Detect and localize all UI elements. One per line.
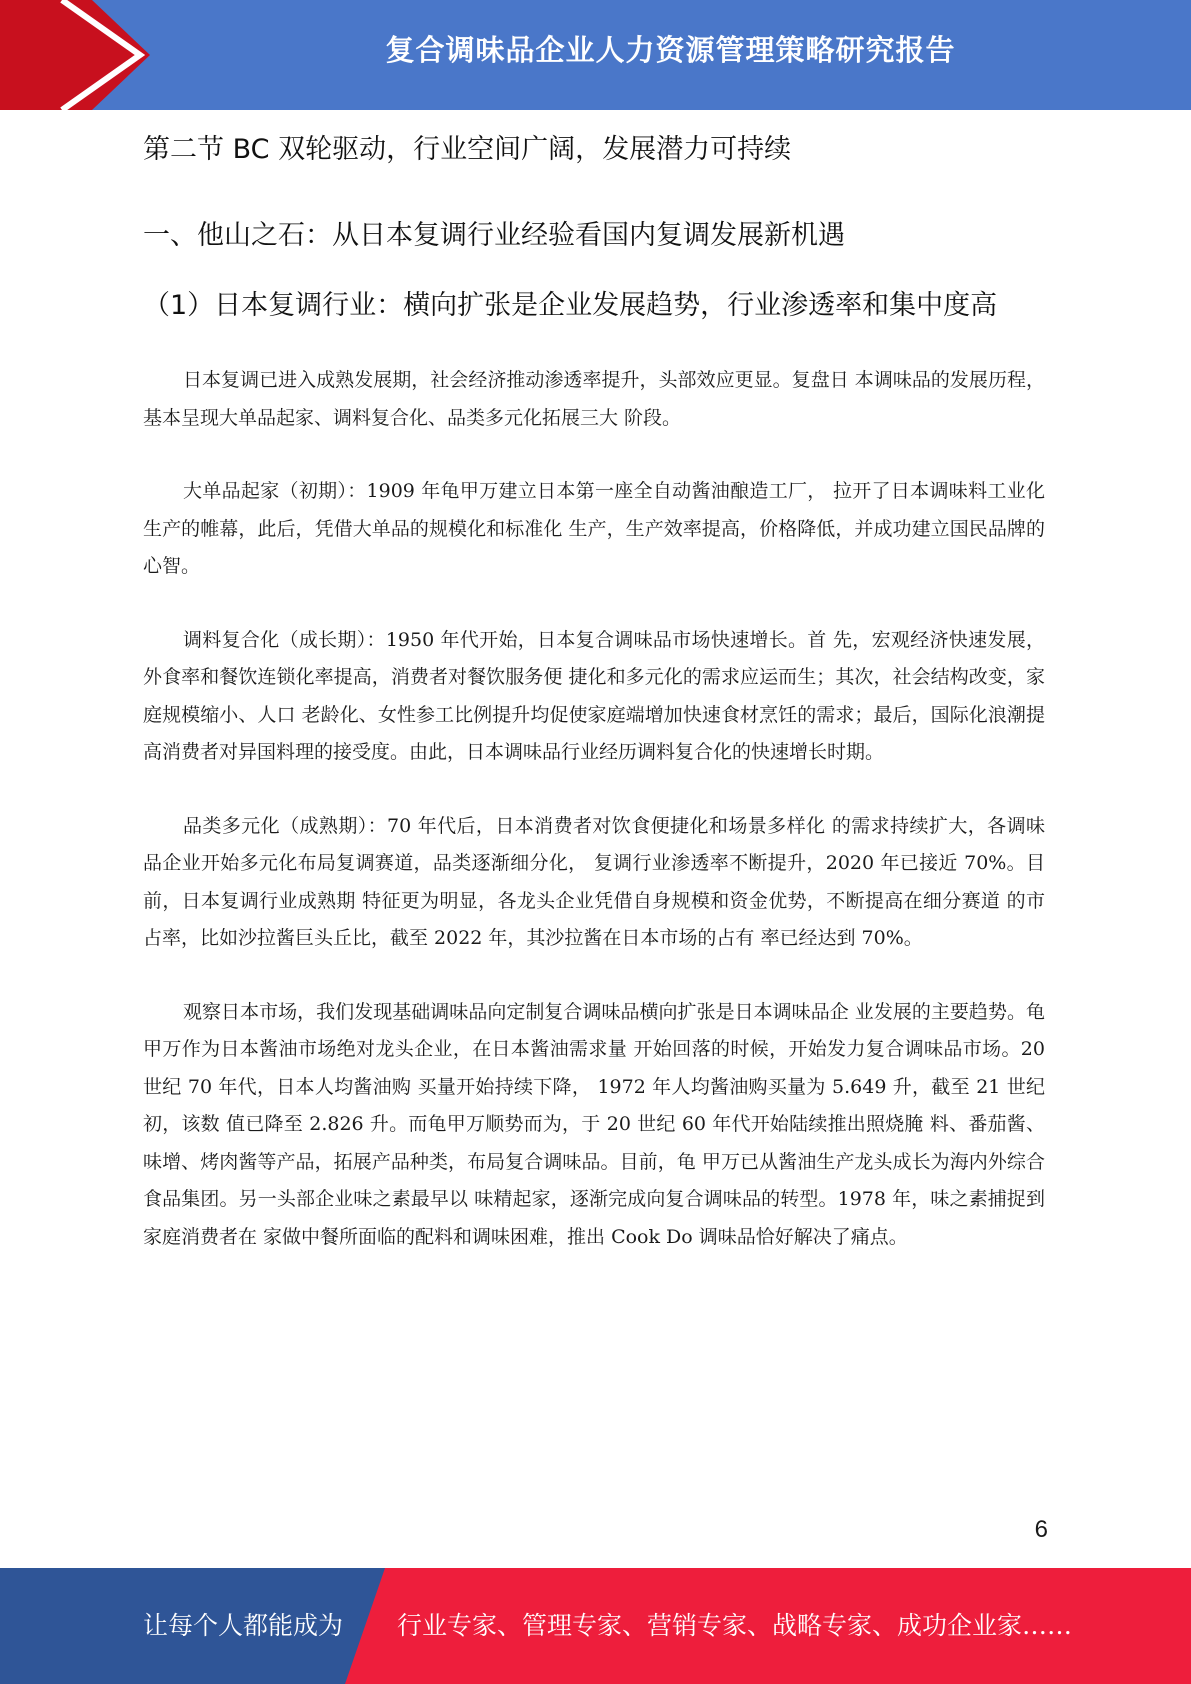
paragraph: 观察日本市场，我们发现基础调味品向定制复合调味品横向扩张是日本调味品企 业发展的主要趋势。龟甲万作为日本酱油市场绝对龙头企业，在日本酱油需求量 开始回落的时候，开始发力复合调味品市场。20 世纪 70 年代，日本人均酱油购 买量开始持续下降， 1972 年人均酱油购买量为 5.649 升，截至 21 世纪初，该数 值已降至 2.826 升。而龟甲万顺势而为，于 20 世纪 60 年代开始陆续推出照烧腌 料、番茄酱、味增、烤肉酱等产品，拓展产品种类，布局复合调味品。目前，龟 甲万已从酱油生产龙头成长为海内外综合食品集团。另一头部企业味之素最早以 味精起家，逐渐完成向复合调味品的转型。1978 年，味之素捕捉到家庭消费者在 家做中餐所面临的配料和调味困难，推出 Cook Do 调味品恰好解决了痛点。 [143,1000,1045,1248]
body-text [143,362,1045,1292]
page-footer [0,1568,1191,1684]
footer-slogan-lead: 让每个人都能成为 [143,1611,344,1640]
page-header [0,0,1191,110]
heading-level-1: 一、他山之石：从日本复调行业经验看国内复调发展新机遇 [143,220,845,251]
section-title: 第二节 BC 双轮驱动，行业空间广阔，发展潜力可持续 [143,134,792,165]
page-content [143,128,1045,1248]
paragraph: 日本复调已进入成熟发展期，社会经济推动渗透率提升，头部效应更显。复盘日 本调味品的发展历程，基本呈现大单品起家、调料复合化、品类多元化拓展三大 阶段。 [143,369,1045,429]
header-chevron-decoration [0,0,160,110]
heading-level-2: （1）日本复调行业：横向扩张是企业发展趋势，行业渗透率和集中度高 [143,290,998,321]
report-title: 复合调味品企业人力资源管理策略研究报告 [385,33,956,67]
page-number: 6 [1034,1516,1048,1543]
footer-slogan-roles: 行业专家、管理专家、营销专家、战略专家、成功企业家…… [397,1611,1073,1640]
paragraph: 大单品起家（初期）：1909 年龟甲万建立日本第一座全自动酱油酿造工厂， 拉开了日本调味料工业化生产的帷幕，此后，凭借大单品的规模化和标准化 生产，生产效率提高，价格降低，并成功建立国民品牌的心智。 [143,480,1045,577]
paragraph: 调料复合化（成长期）：1950 年代开始，日本复合调味品市场快速增长。首 先，宏观经济快速发展，外食率和餐饮连锁化率提高，消费者对餐饮服务便 捷化和多元化的需求应运而生；其次，社会结构改变，家庭规模缩小、人口 老龄化、女性参工比例提升均促使家庭端增加快速食材烹饪的需求；最后，国际化浪潮提高消费者对异国料理的接受度。由此，日本调味品行业经历调料复合化的快速增长时期。 [143,628,1045,763]
paragraph: 品类多元化（成熟期）：70 年代后，日本消费者对饮食便捷化和场景多样化 的需求持续扩大，各调味品企业开始多元化布局复调赛道，品类逐渐细分化， 复调行业渗透率不断提升，2020 年已接近 70%。目前，日本复调行业成熟期 特征更为明显，各龙头企业凭借自身规模和资金优势，不断提高在细分赛道 的市占率，比如沙拉酱巨头丘比，截至 2022 年，其沙拉酱在日本市场的占有 率已经达到 70%。 [143,814,1045,949]
